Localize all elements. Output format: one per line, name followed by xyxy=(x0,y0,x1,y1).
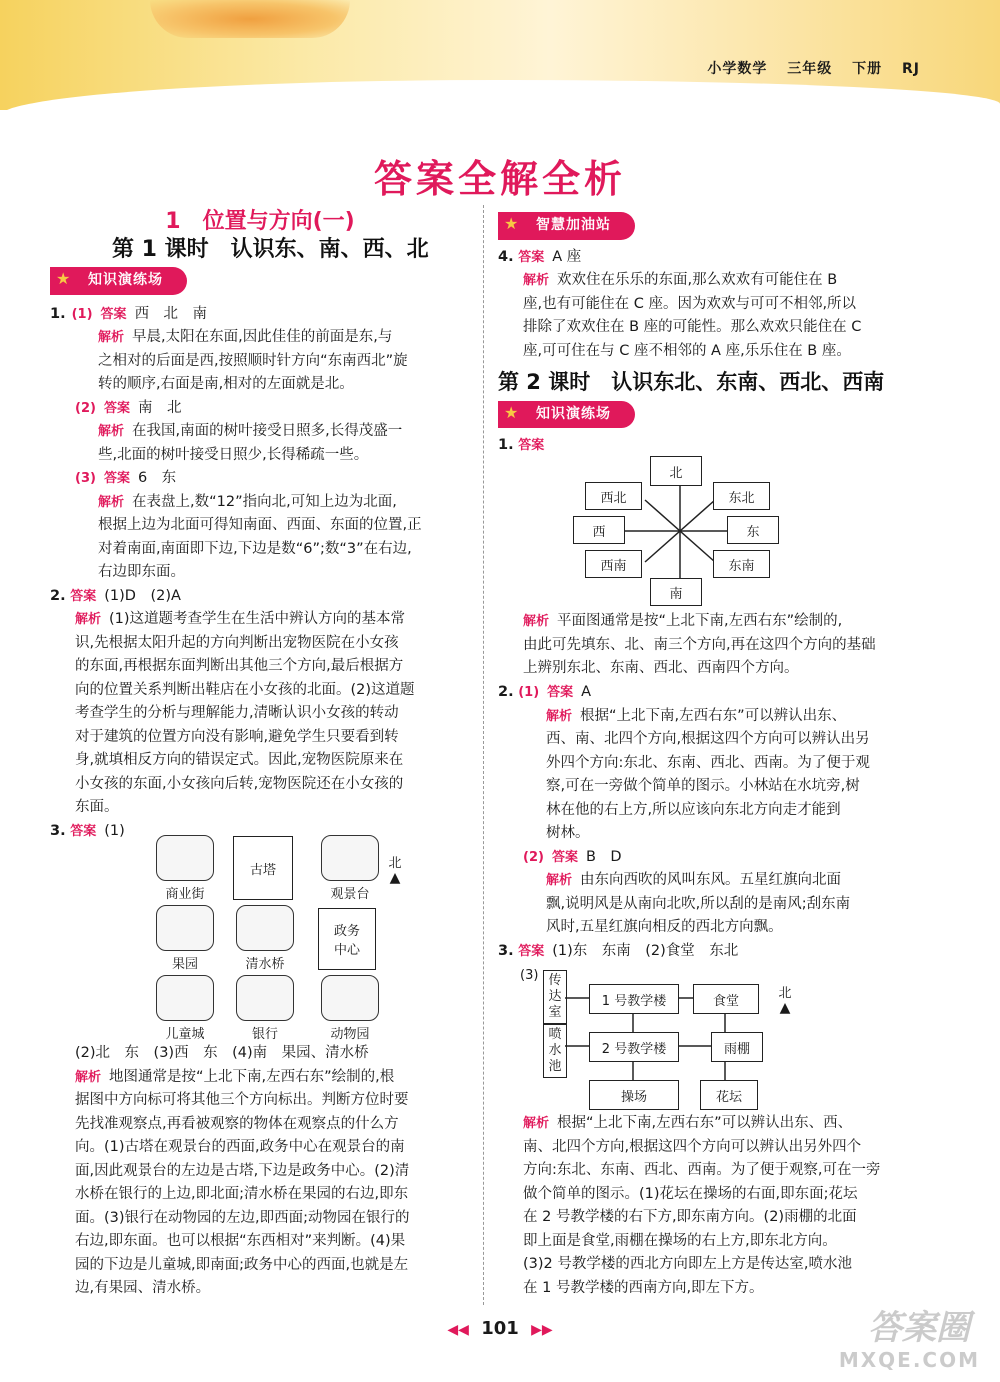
sub-label: (3) xyxy=(75,471,96,486)
analysis-line: 转的顺序,右面是南,相对的左面就是北。 xyxy=(98,376,354,392)
right-question-2 xyxy=(498,681,928,963)
place-playground xyxy=(589,1080,679,1110)
analysis-line: 面。(3)银行在动物园的左边,即西面;动物园在银行的 xyxy=(75,1209,410,1226)
analysis-line: 即上面是食堂,雨棚在操场的右上方,即东北方向。 xyxy=(523,1232,837,1249)
question-2 xyxy=(50,585,470,820)
answer-label: 答案 xyxy=(100,306,127,322)
place-bridge xyxy=(225,905,305,972)
answer: 西 北 南 xyxy=(134,305,208,322)
analysis-line: 考查学生的分析与理解能力,清晰认识小女孩的转动 xyxy=(75,705,399,721)
place-reception xyxy=(543,970,567,1024)
place-flowerbed xyxy=(700,1080,758,1110)
analysis-line: 欢欢住在乐乐的东面,那么欢欢有可能住在 B xyxy=(557,272,838,288)
sub-label: (1) xyxy=(104,822,125,839)
dir-south xyxy=(650,578,702,606)
analysis-line: 据图中方向标可将其他三个方向标出。判断方位时要 xyxy=(75,1092,409,1108)
place-shopping-street xyxy=(145,835,225,902)
answer-label: 答案 xyxy=(551,849,578,865)
dir-label: 西 xyxy=(592,524,606,540)
prev-arrows-icon: ◀◀ xyxy=(447,1322,469,1338)
answer: (1)东 东南 (2)食堂 东北 xyxy=(552,942,739,959)
dir-label: 西北 xyxy=(600,490,627,506)
lesson-2-title: 第 2 课时 认识东北、东南、西北、西南 xyxy=(498,370,885,394)
analysis-line: 风时,五星红旗向相反的西北方向飘。 xyxy=(546,919,783,935)
section-tag: ★ 知识演练场 xyxy=(50,267,187,295)
answer-label: 答案 xyxy=(103,400,130,416)
place-orchard xyxy=(145,905,225,972)
answer: (2)北 东 (3)西 东 (4)南 果园、清水桥 xyxy=(75,1045,369,1061)
unit-title: 1 位置与方向(一) xyxy=(165,209,355,234)
page-title: 答案全解全析 xyxy=(373,157,626,201)
bank-icon xyxy=(236,975,294,1021)
place-label: 2 号教学楼 xyxy=(601,1041,667,1057)
answer-label: 答案 xyxy=(547,685,574,700)
answer-label: 答案 xyxy=(518,438,545,453)
analysis-label: 解析 xyxy=(75,1069,102,1085)
analysis-line: 座,也有可能住在 C 座。因为欢欢与可可不相邻,所以 xyxy=(523,295,857,312)
shop-icon xyxy=(156,835,214,881)
header-decoration xyxy=(150,0,350,38)
place-zoo xyxy=(310,975,390,1042)
analysis-line: 方向:东北、东南、西北、西南。为了便于观察,可在一旁 xyxy=(523,1162,881,1178)
analysis-line: 识,先根据太阳升起的方向判断出宠物医院在小女孩 xyxy=(75,634,399,651)
sub-label: (2) xyxy=(523,849,544,865)
north-arrow xyxy=(775,982,795,1015)
dir-label: 西南 xyxy=(600,558,627,574)
analysis-line: 的东面,再根据东面判断出其他三个方向,最后根据方 xyxy=(75,658,404,674)
analysis-line: 小女孩的东面,小女孩向后转,宠物医院还在小女孩的 xyxy=(75,775,404,792)
analysis-line: 对于建筑的位置方向没有影响,避免学生只要看到转 xyxy=(75,728,399,745)
book-info xyxy=(693,58,920,78)
analysis-line: 右边即东面。 xyxy=(98,564,185,580)
analysis-line: 向的位置关系判断出鞋店在小女孩的北面。(2)这道题 xyxy=(75,681,415,698)
place-label: 雨棚 xyxy=(723,1041,750,1057)
answer: A xyxy=(581,684,592,700)
dir-label: 南 xyxy=(669,586,683,602)
castle-icon xyxy=(156,975,214,1021)
analysis-label: 解析 xyxy=(98,424,125,439)
analysis-line: 之相对的后面是西,按照顺时针方向“东南西北”旋 xyxy=(98,352,408,369)
analysis-label: 解析 xyxy=(523,1116,550,1131)
analysis-line: 西、南、北四个方向,根据这四个方向可以辨认出另 xyxy=(546,731,870,747)
place-label: 操场 xyxy=(620,1089,647,1105)
dir-label: 北 xyxy=(669,465,683,481)
analysis-line: 由东向西吹的风叫东风。五星红旗向北面 xyxy=(580,872,842,888)
answer: B D xyxy=(585,848,622,865)
analysis-line: 南、北四个方向,根据这四个方向可以辨认出另外四个 xyxy=(523,1138,862,1155)
right-q1-analysis xyxy=(523,610,928,681)
analysis-line: 早晨,太阳在东面,因此佳佳的前面是东,与 xyxy=(132,329,393,345)
analysis-line: 根据“上北下南,左西右东”可以辨认出东、 xyxy=(580,707,847,724)
place-canteen xyxy=(693,984,759,1014)
analysis-line: 向。(1)古塔在观景台的西面,政务中心在观景台的南 xyxy=(75,1139,405,1155)
place-kids-city xyxy=(145,975,225,1042)
place-shelter xyxy=(711,1032,763,1062)
analysis-line: 察,可在一旁做个简单的图示。小林站在水坑旁,树 xyxy=(546,778,860,794)
bridge-icon xyxy=(236,905,294,951)
page-footer xyxy=(0,1318,1000,1339)
q-number: 3. xyxy=(498,942,514,959)
analysis-line: 地图通常是按“上北下南,左西右东”绘制的,根 xyxy=(109,1068,395,1085)
zoo-icon xyxy=(321,975,379,1021)
place-label: 古塔 xyxy=(249,862,276,878)
q-number: 2. xyxy=(498,684,514,700)
analysis-line: 在我国,南面的树叶接受日照多,长得茂盛一 xyxy=(132,423,403,439)
dir-southwest xyxy=(585,550,642,578)
answer: 6 东 xyxy=(137,470,177,486)
analysis-line: 在表盘上,数“12”指向北,可知上边为北面, xyxy=(132,493,397,510)
q-number: 3. xyxy=(50,822,66,839)
section-tag: ★ 智慧加油站 xyxy=(498,212,635,240)
analysis-line: 东面。 xyxy=(75,799,119,815)
place-bank xyxy=(225,975,305,1042)
sub-label: (1) xyxy=(518,685,540,700)
analysis-line: 在 1 号教学楼的西南方向,即左下方。 xyxy=(523,1279,764,1296)
analysis-line: 做个简单的图示。(1)花坛在操场的右面,即东面;花坛 xyxy=(523,1185,858,1202)
question-4 xyxy=(498,246,928,364)
answer-label: 答案 xyxy=(518,249,545,265)
place-label: 政务中心 xyxy=(333,924,360,958)
dir-north xyxy=(650,456,702,486)
analysis-line: 排除了欢欢住在 B 座的可能性。那么欢欢只能住在 C xyxy=(523,319,862,335)
answer-label: 答案 xyxy=(518,943,545,959)
analysis-line: 根据“上北下南,左西右东”可以辨认出东、西、 xyxy=(557,1115,853,1131)
place-label: 清水桥 xyxy=(245,957,285,972)
place-building-2 xyxy=(589,1032,679,1062)
dir-label: 东北 xyxy=(728,490,755,506)
right-q3-analysis xyxy=(523,1112,928,1300)
dir-northeast xyxy=(713,482,770,510)
analysis-line: 先找准观察点,再看被观察的物体在观察点的什么方 xyxy=(75,1115,399,1132)
place-label: 动物园 xyxy=(330,1027,370,1042)
arrow-up-icon: ▲ xyxy=(779,1000,791,1016)
q-number: 1. xyxy=(498,437,514,453)
analysis-line: 园的下边是儿童城,即南面;政务中心的西面,也就是左 xyxy=(75,1256,409,1273)
column-divider xyxy=(483,205,484,1305)
analysis-line: (3)2 号教学楼的西北方向即左上方是传达室,喷水池 xyxy=(523,1256,852,1272)
answer: 南 北 xyxy=(137,399,182,416)
question-3-rest xyxy=(75,1042,470,1301)
edition: RJ xyxy=(902,61,920,77)
analysis-label: 解析 xyxy=(546,873,573,888)
place-label: 商业街 xyxy=(165,887,205,902)
place-pagoda xyxy=(233,836,293,900)
place-label: 1 号教学楼 xyxy=(601,993,667,1009)
section-tag: ★ 知识演练场 xyxy=(498,401,635,429)
watermark-logo: 答案圈 xyxy=(868,1308,970,1348)
left-column xyxy=(50,210,470,843)
analysis-line: 对着南面,南面即下边,下边是数“6”;数“3”在右边, xyxy=(98,540,412,557)
place-government-center xyxy=(318,908,376,970)
q-number: 2. xyxy=(50,587,66,604)
analysis-line: 飘,说明风是从南向北吹,所以刮的是南风;刮东南 xyxy=(546,895,851,912)
q-number: 1. xyxy=(50,305,66,322)
analysis-line: 面,因此观景台的左边是古塔,下边是政务中心。(2)清 xyxy=(75,1162,410,1179)
analysis-label: 解析 xyxy=(75,612,102,627)
answer-label: 答案 xyxy=(103,471,130,486)
sub-label: (2) xyxy=(75,400,96,416)
analysis-line: 树林。 xyxy=(546,825,590,841)
tree-icon xyxy=(156,905,214,951)
place-building-1 xyxy=(589,984,679,1014)
arrow-up-icon: ▲ xyxy=(389,870,401,886)
place-label: 花坛 xyxy=(715,1089,742,1105)
answer-label: 答案 xyxy=(70,588,97,604)
analysis-line: 平面图通常是按“上北下南,左西右东”绘制的, xyxy=(557,613,843,629)
analysis-label: 解析 xyxy=(546,708,573,724)
lesson-title: 第 1 课时 认识东、南、西、北 xyxy=(112,236,429,262)
place-label: 传达室 xyxy=(548,973,562,1020)
question-1 xyxy=(50,303,470,585)
analysis-line: 边,有果园、清水桥。 xyxy=(75,1280,211,1296)
dir-northwest xyxy=(585,482,642,510)
dir-west xyxy=(573,516,625,544)
analysis-line: 右边,即东面。也可以根据“东西相对”来判断。(4)果 xyxy=(75,1233,406,1249)
analysis-line: 上辨别东北、东南、西北、西南四个方向。 xyxy=(523,660,799,676)
analysis-line: 在 2 号教学楼的右下方,即东南方向。(2)雨棚的北面 xyxy=(523,1209,857,1225)
right-column xyxy=(498,212,928,458)
watermark-site: MXQE.COM xyxy=(838,1348,980,1372)
analysis-line: 座,可可住在与 C 座不相邻的 A 座,乐乐住在 B 座。 xyxy=(523,342,851,359)
dir-label: 东 xyxy=(746,524,760,540)
place-label: 果园 xyxy=(171,957,198,972)
place-fountain xyxy=(543,1024,567,1078)
analysis-line: 身,就填相反方向的错误定式。因此,宠物医院原来在 xyxy=(75,752,404,768)
grade: 三年级 xyxy=(787,61,833,77)
analysis-label: 解析 xyxy=(98,330,125,345)
analysis-label: 解析 xyxy=(523,614,550,629)
answer: A 座 xyxy=(552,248,582,265)
analysis-line: 些,北面的树叶接受日照少,长得稀疏一些。 xyxy=(98,446,369,463)
tower-icon xyxy=(321,835,379,881)
dir-label: 东南 xyxy=(728,558,755,574)
next-arrows-icon: ▶▶ xyxy=(531,1322,553,1338)
place-viewing-platform xyxy=(310,835,390,902)
dir-east xyxy=(727,516,779,544)
place-label: 银行 xyxy=(251,1027,278,1042)
volume: 下册 xyxy=(852,61,883,77)
analysis-label: 解析 xyxy=(98,494,125,510)
analysis-line: 外四个方向:东北、东南、西北、西南。为了便于观 xyxy=(546,754,870,771)
sub-label: (1) xyxy=(71,306,93,322)
subject: 小学数学 xyxy=(707,61,768,77)
analysis-line: (1)这道题考查学生在生活中辨认方向的基本常 xyxy=(109,611,406,627)
sub-label: (3) xyxy=(520,968,539,983)
analysis-line: 根据上边为北面可得知南面、西面、东面的位置,正 xyxy=(98,517,422,533)
place-label: 喷水池 xyxy=(548,1027,562,1074)
answer: (1)D (2)A xyxy=(104,587,181,604)
north-label: 北 xyxy=(778,986,792,1001)
analysis-line: 水桥在银行的上边,即北面;清水桥在果园的右边,即东 xyxy=(75,1186,409,1202)
page-number: 101 xyxy=(481,1318,519,1339)
north-label: 北 xyxy=(388,856,402,871)
place-label: 儿童城 xyxy=(165,1027,205,1042)
answer-label: 答案 xyxy=(70,823,97,839)
analysis-line: 由此可先填东、北、南三个方向,再在这四个方向的基础 xyxy=(523,636,876,653)
place-label: 观景台 xyxy=(330,887,370,902)
analysis-line: 林在他的右上方,所以应该向东北方向走才能到 xyxy=(546,801,841,818)
dir-southeast xyxy=(713,550,770,578)
q-number: 4. xyxy=(498,248,514,265)
north-arrow xyxy=(385,852,405,885)
place-label: 食堂 xyxy=(712,993,739,1009)
analysis-label: 解析 xyxy=(523,273,550,288)
